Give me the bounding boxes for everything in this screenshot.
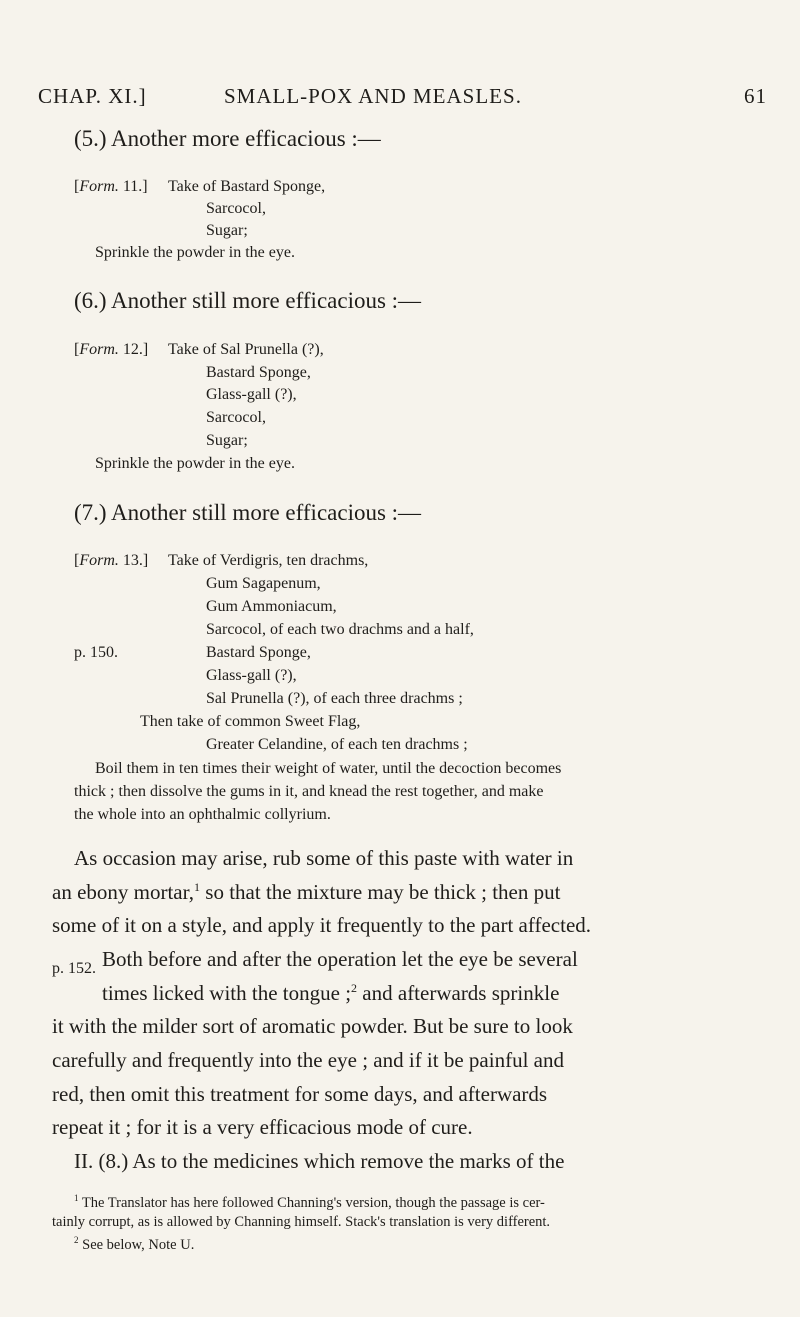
body-line: Both before and after the operation let the eye be several [102,947,578,971]
footnote-ref: 1 [194,880,201,894]
page-number: 61 [744,84,767,108]
recipe-5-ingredient: Sugar; [206,222,248,239]
recipe-6-ingredient: Sugar; [206,432,248,449]
footnote-text: The Translator has here followed Channing's version, though the passage is cer- [81,1194,545,1211]
recipe-5-ingredient: Sarcocol, [206,200,266,217]
recipe-7-directions: thick ; then dissolve the gums in it, and knead the rest together, and make [74,783,544,800]
recipe-6-ingredient: Bastard Sponge, [206,364,311,381]
recipe-7-ingredient: Sal Prunella (?), of each three drachms ; [206,690,463,707]
body-line: As occasion may arise, rub some of this paste with water in [74,846,574,870]
recipe-7-ingredient: Gum Sagapenum, [206,575,321,592]
recipe-6-form-label: [Form. 12.] [74,341,149,358]
recipe-7-ingredient: Take of Verdigris, ten drachms, [168,552,369,569]
recipe-6-heading: (6.) Another still more efficacious :— [74,288,422,313]
body-line [52,880,560,905]
recipe-7-then-line: Then take of common Sweet Flag, [140,713,361,730]
form-label: Form. [79,178,119,195]
recipe-5-ingredient: Take of Bastard Sponge, [168,178,326,195]
body-text: so that the mixture may be thick ; then put [200,880,561,904]
recipe-5-form-label: [Form. 11.] [74,178,148,195]
recipe-7-directions: Boil them in ten times their weight of water, until the decoction becomes [95,760,562,777]
recipe-6-ingredient: Sarcocol, [206,409,266,426]
body-text: an ebony mortar, [52,880,195,904]
recipe-7-ingredient: Glass-gall (?), [206,667,297,684]
running-header-chapter: CHAP. XI.] [38,84,147,108]
recipe-7-directions: the whole into an ophthalmic collyrium. [74,806,331,823]
footnote-mark: 1 [74,1193,79,1203]
body-line: it with the milder sort of aromatic powder. But be sure to look [52,1014,573,1038]
recipe-7-then-ingredient: Greater Celandine, of each ten drachms ; [206,736,468,753]
body-line: red, then omit this treatment for some days, and afterwards [52,1082,548,1106]
body-text: and afterwards sprinkle [357,981,560,1005]
footnote-2 [74,1235,194,1254]
recipe-7-ingredient: Sarcocol, of each two drachms and a half, [206,621,474,638]
recipe-5-heading: (5.) Another more efficacious :— [74,126,381,151]
footnote-mark: 2 [74,1235,79,1245]
form-number: 11.] [122,178,148,195]
footnote-1 [74,1193,545,1212]
body-line: II. (8.) As to the medicines which remove the marks of the [74,1149,565,1173]
body-text: times licked with the tongue ; [102,981,352,1005]
footnote-1-continued: tainly corrupt, as is allowed by Channing himself. Stack's translation is very different. [52,1214,551,1230]
footnote-ref: 2 [351,981,358,995]
recipe-6-ingredient: Take of Sal Prunella (?), [168,341,324,358]
recipe-7-ingredient: Gum Ammoniacum, [206,598,337,615]
margin-page-ref: p. 152. [52,960,96,977]
body-line [102,981,559,1006]
form-number: 12.] [122,341,149,358]
body-line: some of it on a style, and apply it frequently to the part affected. [52,913,592,937]
recipe-7-form-label: [Form. 13.] [74,552,149,569]
body-line: carefully and frequently into the eye ; and if it be painful and [52,1048,564,1072]
recipe-5-instruction: Sprinkle the powder in the eye. [95,244,295,261]
form-label: Form. [79,552,119,569]
recipe-7-ingredient: Bastard Sponge, [206,644,311,661]
margin-page-ref: p. 150. [74,644,118,661]
footnote-text: See below, Note U. [82,1236,195,1253]
form-label: Form. [79,341,119,358]
running-header-title: SMALL-POX AND MEASLES. [224,84,522,108]
recipe-7-heading: (7.) Another still more efficacious :— [74,500,422,525]
recipe-6-instruction: Sprinkle the powder in the eye. [95,455,295,472]
recipe-6-ingredient: Glass-gall (?), [206,386,297,403]
body-line: repeat it ; for it is a very efficacious mode of cure. [52,1115,473,1139]
form-number: 13.] [122,552,149,569]
